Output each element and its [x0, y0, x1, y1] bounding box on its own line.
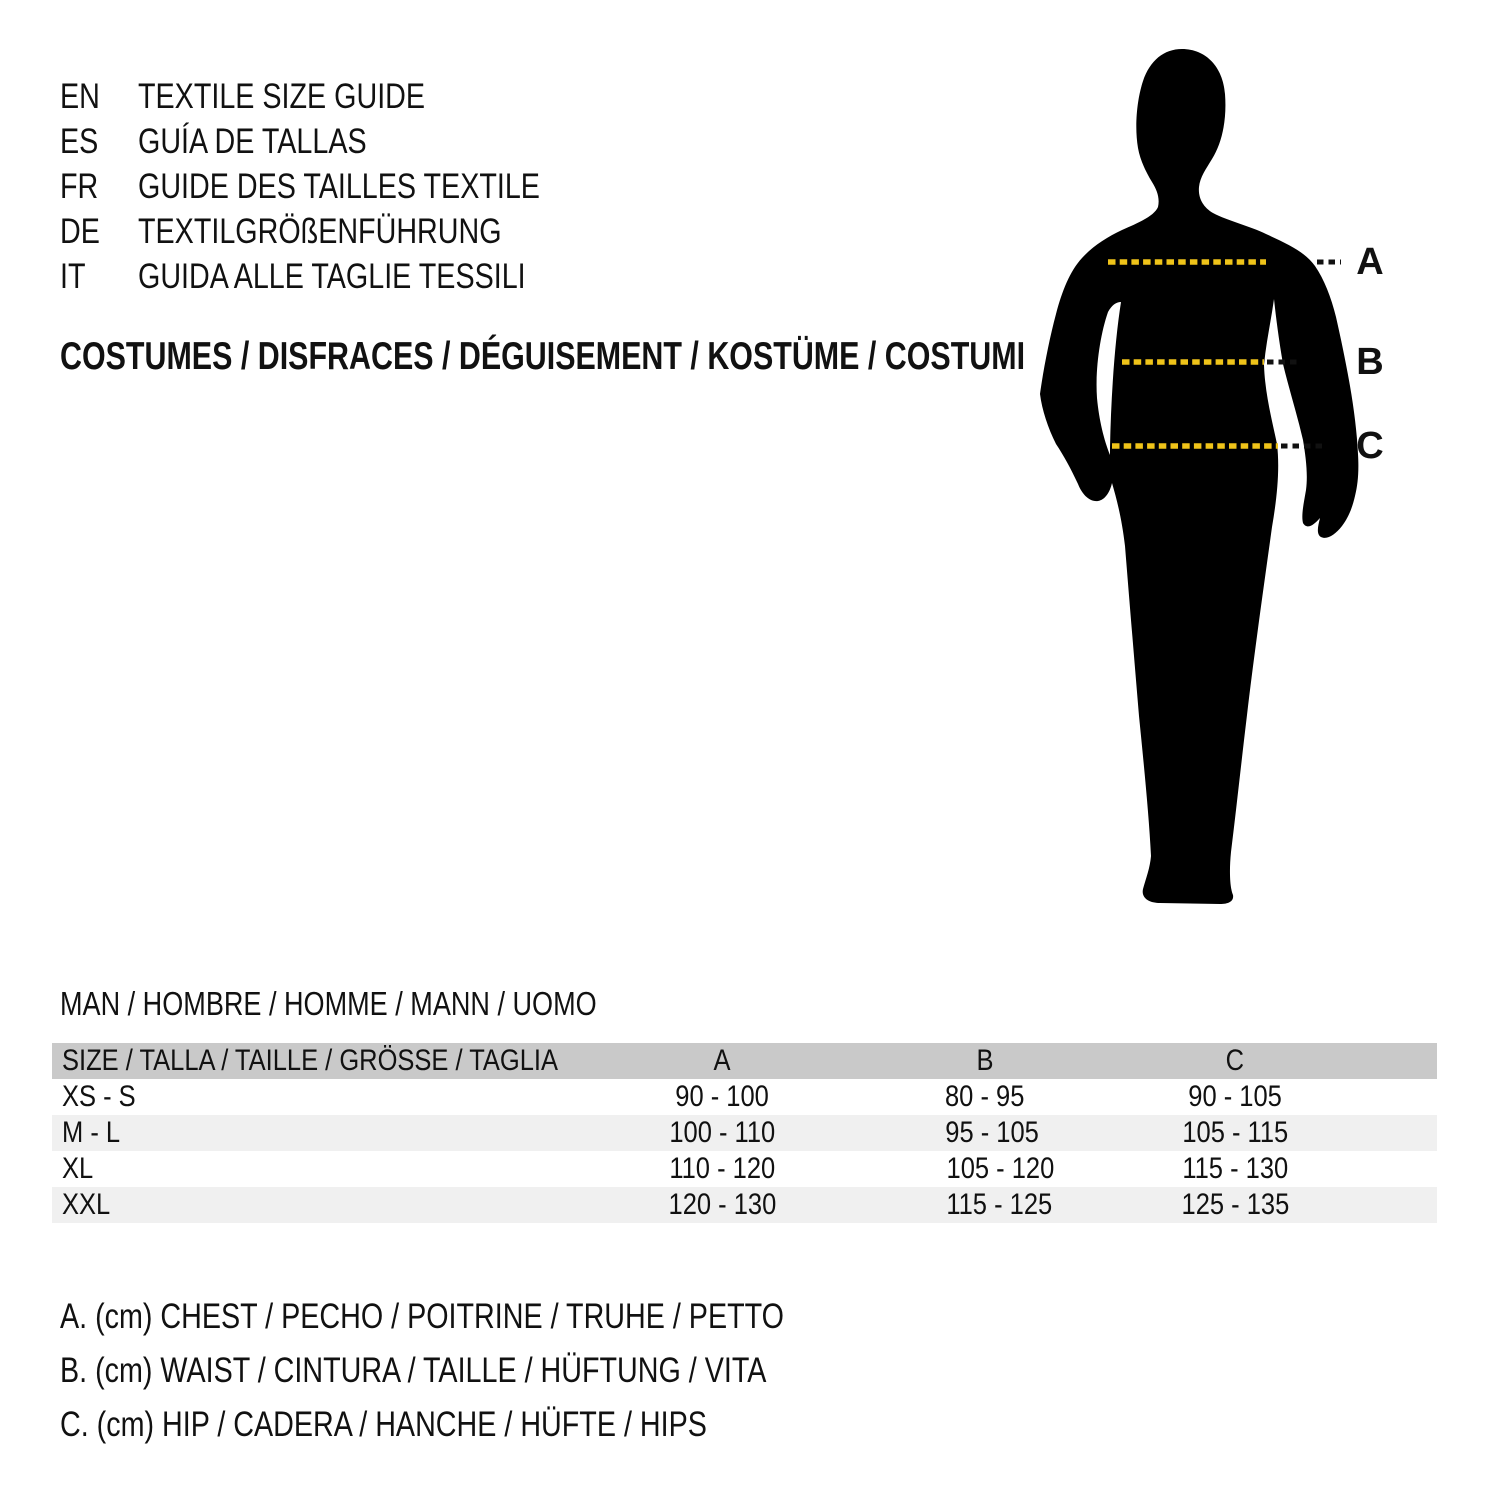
cell-a: 110 - 120 [669, 1152, 775, 1185]
cell-b: 115 - 125 [946, 1188, 1053, 1221]
lang-code: IT [60, 256, 86, 296]
lang-title: GUÍA DE TALLAS [138, 121, 367, 161]
lang-row-de [60, 209, 628, 254]
section-title [60, 984, 715, 1024]
cell-c: 105 - 115 [1182, 1116, 1288, 1149]
cell-size: XS - S [62, 1080, 136, 1113]
size-table [52, 1043, 1437, 1223]
header-col-a: A [713, 1044, 731, 1077]
cell-c: 125 - 135 [1181, 1188, 1289, 1221]
table-row [52, 1079, 1437, 1115]
cell-a: 100 - 110 [669, 1116, 775, 1149]
table-row [52, 1151, 1437, 1187]
cell-b: 80 - 95 [945, 1080, 1025, 1113]
cell-size: XXL [62, 1188, 111, 1221]
lang-code: DE [60, 211, 100, 251]
measure-label-c: C [1356, 425, 1384, 467]
lang-title: GUIDE DES TAILLES TEXTILE [138, 166, 540, 206]
lang-row-fr [60, 164, 628, 209]
measure-label-b: B [1356, 341, 1384, 383]
lang-title: GUIDA ALLE TAGLIE TESSILI [138, 256, 526, 296]
cell-a: 90 - 100 [675, 1080, 769, 1113]
measurement-legend [60, 1290, 943, 1452]
lang-code: EN [60, 76, 100, 116]
table-row [52, 1115, 1437, 1151]
lang-row-es [60, 119, 628, 164]
cell-c: 115 - 130 [1182, 1152, 1288, 1185]
category-line-text: COSTUMES / DISFRACES / DÉGUISEMENT / KOSTÜME / COSTUMI [60, 335, 1026, 378]
lang-row-en [60, 74, 628, 119]
table-header-row [52, 1043, 1437, 1079]
cell-c: 90 - 105 [1188, 1080, 1282, 1113]
lang-title: TEXTILGRÖßENFÜHRUNG [138, 211, 502, 251]
header-col-c: C [1225, 1044, 1245, 1077]
lang-title: TEXTILE SIZE GUIDE [138, 76, 426, 116]
cell-size: M - L [62, 1116, 121, 1149]
header-size-col: SIZE / TALLA / TAILLE / GRÖSSE / TAGLIA [62, 1044, 559, 1077]
table-row [52, 1187, 1437, 1223]
language-title-list [60, 74, 628, 299]
measure-label-a: A [1356, 241, 1384, 283]
cell-b: 95 - 105 [945, 1116, 1039, 1149]
lang-row-it [60, 254, 628, 299]
lang-code: ES [60, 121, 99, 161]
header-col-b: B [976, 1044, 994, 1077]
legend-hip: C. (cm) HIP / CADERA / HANCHE / HÜFTE / HIPS [60, 1405, 707, 1444]
man-silhouette-figure [1020, 45, 1400, 910]
man-silhouette [1040, 49, 1358, 904]
legend-chest: A. (cm) CHEST / PECHO / POITRINE / TRUHE / PETTO [60, 1297, 784, 1336]
cell-b: 105 - 120 [946, 1152, 1055, 1185]
legend-waist: B. (cm) WAIST / CINTURA / TAILLE / HÜFTUNG / VITA [60, 1351, 767, 1390]
cell-a: 120 - 130 [668, 1188, 776, 1221]
cell-size: XL [62, 1152, 94, 1185]
section-title-text: MAN / HOMBRE / HOMME / MANN / UOMO [60, 985, 597, 1022]
lang-code: FR [60, 166, 99, 206]
